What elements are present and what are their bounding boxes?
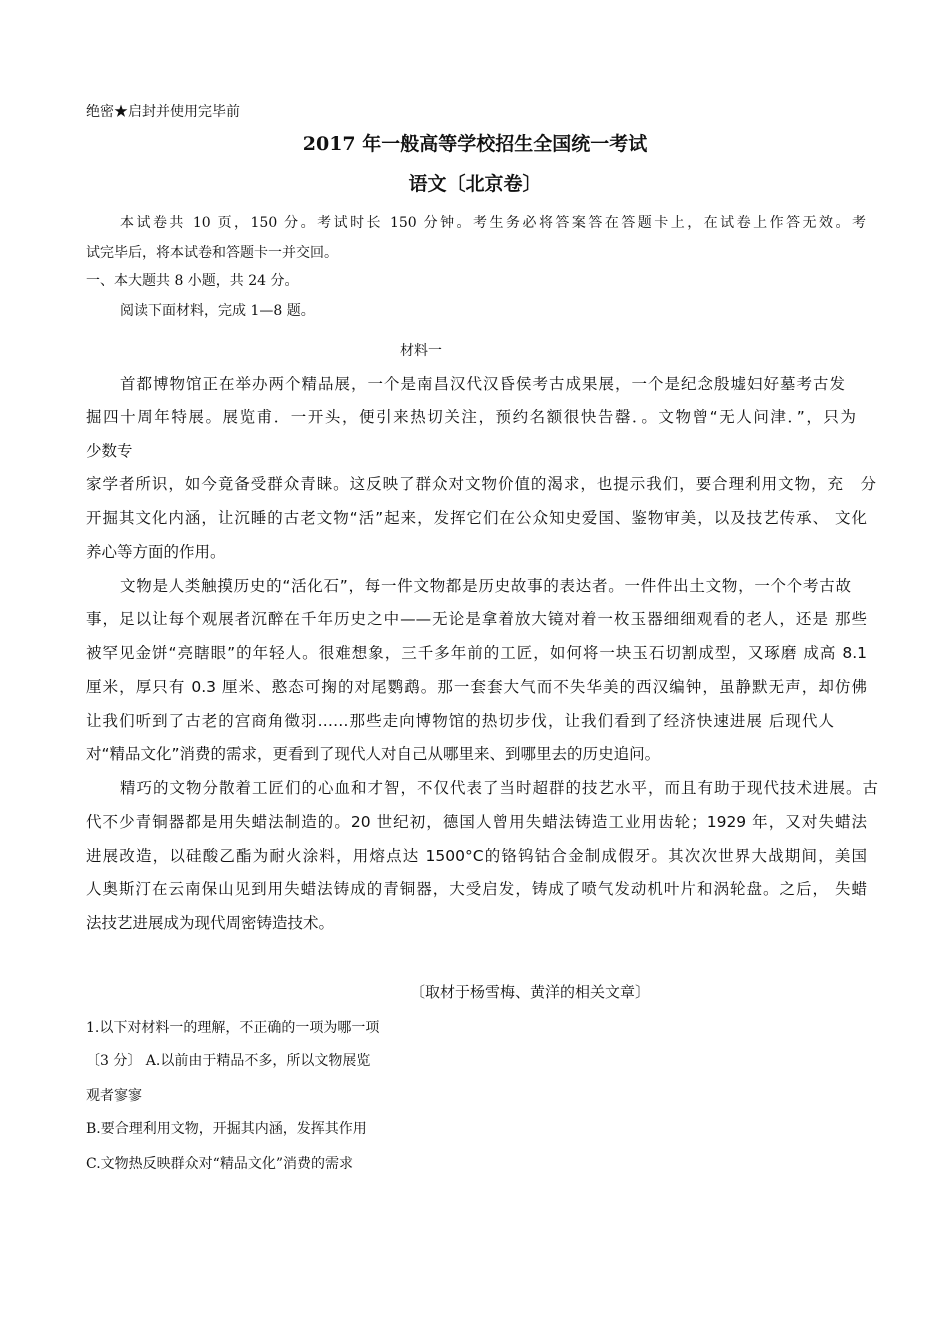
material-p1-line: 少数专 <box>86 442 133 460</box>
material-p1-line: 开掘其文化内涵，让沉睡的古老文物“活”起来，发挥它们在公众知史爱国、鉴物审美，以及技艺传承、 文化 <box>86 509 867 527</box>
question-option-b: B.要合理利用文物，开掘其内涵，发挥其作用 <box>86 1121 367 1137</box>
section-heading: 一、本大题共 8 小题，共 24 分。 <box>86 273 299 289</box>
exam-title: 2017 年一般高等学校招生全国统一考试 <box>302 133 648 155</box>
exam-subtitle: 语文〔北京卷〕 <box>408 173 542 195</box>
material-source: 〔取材于杨雪梅、黄洋的相关文章〕 <box>410 983 651 1001</box>
question-stem: 1.以下对材料一的理解，不正确的一项为哪一项 <box>86 1020 380 1036</box>
question-option-c: C.文物热反映群众对“精品文化”消费的需求 <box>86 1156 353 1172</box>
material-p2-line: 文物是人类触摸历史的“活化石”，每一件文物都是历史故事的表达者。一件件出土文物，一个个考古故 <box>120 577 851 595</box>
material-p2-line: 厘米，厚只有 0.3 厘米、憨态可掬的对尾鹦鹉。那一套套大气而不失华美的西汉编钟，虽静默无声，却仿佛 <box>86 678 867 696</box>
material-p2-line: 被罕见金饼“亮瞎眼”的年轻人。很难想象，三千多年前的工匠，如何将一块玉石切割成型，又琢磨 成高 8.1 <box>86 644 867 662</box>
material-p3-line: 法技艺进展成为现代周密铸造技术。 <box>86 914 335 932</box>
material-p1-line: 首都博物馆正在举办两个精品展，一个是南昌汉代汉昏侯考古成果展，一个是纪念殷墟妇好墓考古发 <box>120 375 845 393</box>
material-p1-line: 家学者所识，如今竟备受群众青睐。这反映了群众对文物价值的渴求，也提示我们，要合理利用文物，充 分 <box>86 475 876 493</box>
instructions-line-2: 试完毕后，将本试卷和答题卡一并交回。 <box>86 245 338 261</box>
material-p1-line: 养心等方面的作用。 <box>86 543 226 561</box>
material-p1-line: 掘四十周年特展。展览甫．一开头，便引来热切关注，预约名额很快告罄．。文物曾“无人问津．”，只为 <box>86 408 856 426</box>
material-title: 材料一 <box>400 343 442 359</box>
material-p3-line: 进展改造，以硅酸乙酯为耐火涂料，用熔点达 1500°C的铬钨钴合金制成假牙。其次次世界大战期间，美国 <box>86 847 867 865</box>
material-p2-line: 让我们听到了古老的宫商角徵羽……那些走向博物馆的热切步伐，让我们看到了经济快速进展 后现代人 <box>86 712 834 730</box>
secret-label: 绝密★启封并使用完毕前 <box>86 104 240 120</box>
question-option-a-cont: 观者寥寥 <box>86 1088 142 1104</box>
material-p3-line: 精巧的文物分散着工匠们的心血和才智，不仅代表了当时超群的技艺水平，而且有助于现代技术进展。古 <box>120 779 878 797</box>
material-p2-line: 对“精品文化”消费的需求，更看到了现代人对自己从哪里来、到哪里去的历史追问。 <box>86 745 661 763</box>
question-option-a: 〔3 分〕 A.以前由于精品不多，所以文物展览 <box>86 1053 371 1069</box>
material-p3-line: 代不少青铜器都是用失蜡法制造的。20 世纪初，德国人曾用失蜡法铸造工业用齿轮；1929 年，又对失蜡法 <box>86 813 867 831</box>
material-p3-line: 人奥斯汀在云南保山见到用失蜡法铸成的青铜器，大受启发，铸成了喷气发动机叶片和涡轮盘。之后， 失蜡 <box>86 880 867 898</box>
section-directive: 阅读下面材料，完成 1—8 题。 <box>120 303 315 319</box>
instructions-line-1: 本试卷共 10 页，150 分。考试时长 150 分钟。考生务必将答案答在答题卡上，在试卷上作答无效。考 <box>120 215 866 231</box>
material-p2-line: 事，足以让每个观展者沉醉在千年历史之中——无论是拿着放大镜对着一枚玉器细细观看的老人，还是 那些 <box>86 610 867 628</box>
